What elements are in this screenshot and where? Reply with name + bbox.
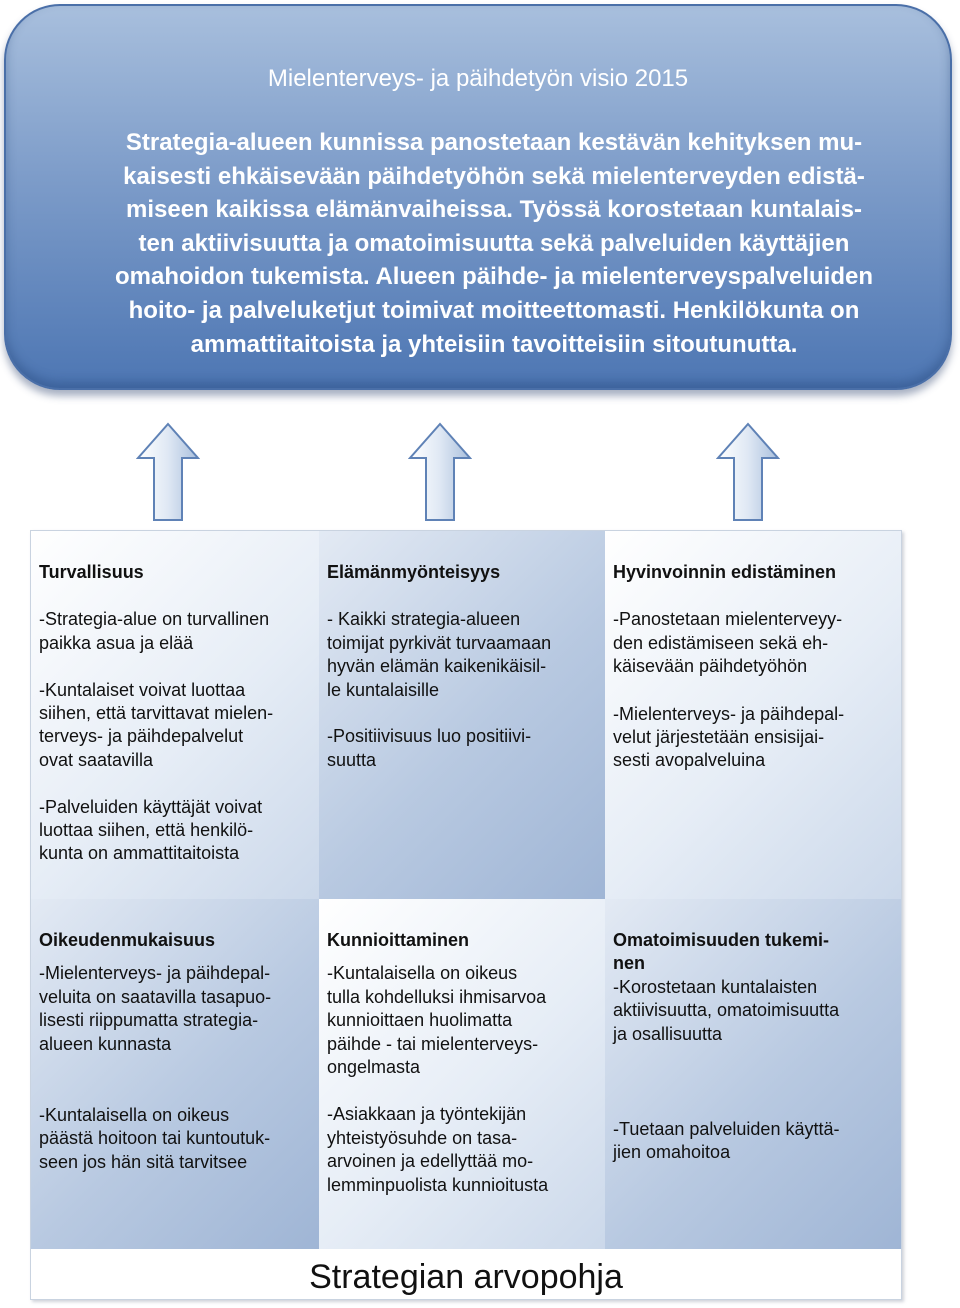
text-line: seen jos hän sitä tarvitsee [39, 1151, 248, 1172]
value-title: Omatoimisuuden tukemi- nen [613, 930, 830, 974]
text-line: luottaa siihen, että henkilö- [39, 820, 254, 841]
text-line: terveys- ja päihdepalvelut [39, 726, 244, 747]
text-line: - Kaikki strategia-alueen [327, 609, 521, 630]
value-paragraph [613, 703, 889, 773]
text-line: -Panostetaan mielenterveyy- [613, 609, 843, 630]
value-paragraph [39, 679, 307, 773]
text-line: -Asiakkaan ja työntekijän [327, 1104, 527, 1125]
value-paragraph [39, 1104, 307, 1174]
up-arrow-icon [408, 422, 472, 522]
text-line: yhteistyösuhde on tasa- [327, 1127, 518, 1148]
value-title: Turvallisuus [39, 562, 144, 582]
value-paragraph [39, 962, 307, 1056]
up-arrow-icon [716, 422, 780, 522]
text-line: kunnioittaen huolimatta [327, 1010, 513, 1031]
text-line: aktiivisuutta, omatoimisuutta [613, 1000, 840, 1021]
text-line: päästä hoitoon tai kuntoutuk- [39, 1128, 271, 1149]
text-line: veluita on saatavilla tasapuo- [39, 986, 272, 1007]
text-line: ovat saatavilla [39, 749, 154, 770]
text-line: -Kuntalaisella on oikeus [327, 963, 518, 984]
vision-title: Mielenterveys- ja päihdetyön visio 2015 [267, 65, 689, 92]
values-grid [30, 530, 902, 1300]
text-line: toimijat pyrkivät turvaamaan [327, 632, 552, 653]
values-foundation-label: Strategian arvopohja [309, 1258, 623, 1296]
value-paragraph [613, 608, 889, 678]
text-line: lemminpuolista kunnioitusta [327, 1174, 549, 1195]
text-line: lisesti riippumatta strategia- [39, 1010, 259, 1031]
vision-statement [66, 126, 922, 361]
value-cell-turvallisuus [31, 531, 319, 899]
value-cell-omatoimisuuden-tukeminen [605, 899, 901, 1249]
text-line: -Tuetaan palveluiden käyttä- [613, 1119, 840, 1140]
text-line: jien omahoitoa [613, 1142, 731, 1163]
vision-line: omahoidon tukemista. Alueen päihde- ja mielenterveyspalveluiden [115, 263, 873, 291]
up-arrow-icon [136, 422, 200, 522]
text-line: velut järjestetään ensisijai- [613, 727, 825, 748]
value-title: Elämänmyönteisyys [327, 562, 501, 582]
text-line: siihen, että tarvittavat mielen- [39, 703, 274, 724]
value-paragraph [327, 962, 593, 1079]
text-line: -Mielenterveys- ja päihdepal- [39, 963, 271, 984]
value-paragraph [39, 796, 307, 866]
value-paragraph [613, 1118, 889, 1165]
value-title: Hyvinvoinnin edistäminen [613, 562, 837, 582]
vision-line: ten aktiivisuutta ja omatoimisuutta sekä palveluiden käyttäjien [138, 229, 850, 257]
value-paragraph [327, 1103, 593, 1197]
value-paragraph [39, 608, 307, 655]
text-line: -Strategia-alue on turvallinen [39, 609, 270, 630]
vision-line: hoito- ja palveluketjut toimivat moitteettomasti. Henkilökunta on [128, 296, 860, 324]
value-cell-hyvinvoinnin-edistaminen [605, 531, 901, 899]
text-line: -Positiivisuus luo positiivi- [327, 726, 532, 747]
text-line: alueen kunnasta [39, 1033, 172, 1054]
vision-box [4, 4, 952, 390]
text-line: -Mielenterveys- ja päihdepal- [613, 703, 845, 724]
vision-line: kaisesti ehkäisevään päihdetyöhön sekä mielenterveyden edistä- [123, 162, 865, 190]
value-cell-elamanmyonteisyys [319, 531, 605, 899]
text-line: käisevään päihdetyöhön [613, 656, 808, 677]
value-cell-kunnioittaminen [319, 899, 605, 1249]
vision-line: miseen kaikissa elämänvaiheissa. Työssä korostetaan kuntalais- [126, 196, 862, 224]
value-paragraph [327, 608, 593, 702]
text-line: le kuntalaisille [327, 679, 440, 700]
text-line: hyvän elämän kaikenikäisil- [327, 656, 547, 677]
value-paragraph [613, 976, 889, 1046]
value-title: Kunnioittaminen [327, 930, 469, 950]
text-line: -Kuntalaiset voivat luottaa [39, 679, 246, 700]
vision-line: ammattitaitoista ja yhteisiin tavoitteisiin sitoutunutta. [190, 330, 798, 358]
text-line: tulla kohdelluksi ihmisarvoa [327, 986, 547, 1007]
text-line: arvoinen ja edellyttää mo- [327, 1151, 534, 1172]
text-line: ongelmasta [327, 1057, 421, 1078]
text-line: päihde - tai mielenterveys- [327, 1033, 539, 1054]
vision-line: Strategia-alueen kunnissa panostetaan kestävän kehityksen mu- [125, 129, 863, 156]
text-line: ja osallisuutta [613, 1023, 723, 1044]
text-line: -Korostetaan kuntalaisten [613, 976, 818, 997]
text-line: sesti avopalveluina [613, 750, 766, 771]
text-line: -Palveluiden käyttäjät voivat [39, 796, 263, 817]
value-title: Oikeudenmukaisuus [39, 930, 216, 950]
text-line: paikka asua ja elää [39, 632, 194, 653]
text-line: suutta [327, 749, 377, 770]
text-line: kunta on ammattitaitoista [39, 843, 240, 864]
text-line: -Kuntalaisella on oikeus [39, 1105, 230, 1126]
value-paragraph [327, 725, 593, 772]
value-cell-oikeudenmukaisuus [31, 899, 319, 1249]
text-line: den edistämiseen sekä eh- [613, 632, 829, 653]
